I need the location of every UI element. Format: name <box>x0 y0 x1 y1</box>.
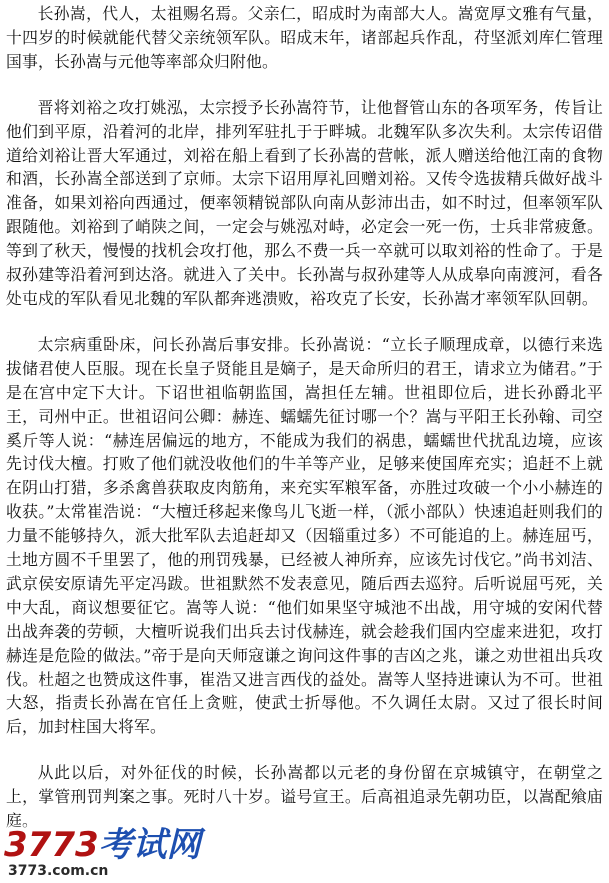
watermark-url: 3773.com.cn <box>8 863 109 879</box>
watermark-logo-name: 考试网 <box>98 825 201 865</box>
paragraph-4: 从此以后，对外征伐的时候，长孙嵩都以元老的身份留在京城镇守，在朝堂之上，掌管刑罚判案之事。死时八十岁。谥号宣王。后高祖追录先朝功臣，以嵩配飨庙庭。 <box>6 763 603 831</box>
watermark-logo-number: 3773 <box>4 825 99 865</box>
paragraph-3: 太宗病重卧床，问长孙嵩后事安排。长孙嵩说：“立长子顺理成章，以德行来选拔储君使人臣服。现在长皇子贤能且是嫡子，是天命所归的君王，请求立为储君。”于是在宫中定下大计。下诏世祖临朝监国，嵩担任左辅。世祖即位后，进长孙爵北平王，司州中正。世祖诏问公卿：赫连、蠕蠕先征讨哪一个？嵩与平阳王长孙翰、司空奚斤等人说：“赫连居偏远的地方，不能成为我们的祸患，蠕蠕世代扰乱边境，应该先讨伐大檀。打败了他们就没收他们的牛羊等产业，足够来使国库充实；追赶不上就在阴山打猎，多杀禽兽获取皮肉筋角，来充实军粮军备，亦胜过攻破一个小小赫连的收获。”太常崔浩说：“大檀迁移起来像鸟儿飞逝一样，（派小部队）快速追赶则我们的力量不能够持久，派大批军队去追赶却又（因辎重过多）不可能追的上。赫连屈丐，土地方圆不千里罢了，他的刑罚残暴，已经被人神所弃，应该先讨伐它。”尚书刘洁、武京侯安原请先平定冯跋。世祖默然不发表意见，随后西去巡狩。后听说屈丐死，关中大乱，商议想要征它。嵩等人说：“他们如果坚守城池不出战，用守城的安闲代替出战奔袭的劳顿，大檀听说我们出兵去讨伐赫连，就会趁我们国内空虚来进犯，攻打赫连是危险的做法。”帝于是向天师寇谦之询问这件事的吉凶之兆，谦之劝世祖出兵攻伐。杜超之也赞成这件事，崔浩又进言西伐的益处。嵩等人坚持进谏认为不可。世祖大怒，指责长孙嵩在官任上贪赃，使武士折辱他。不久调任太尉。又过了很长时间后，加封柱国大将军。 <box>6 334 603 737</box>
paragraph-2: 晋将刘裕之攻打姚泓，太宗授予长孙嵩符节，让他督管山东的各项军务，传旨让他们到平原，沿着河的北岸，排列军驻扎于于畔城。北魏军队多次失利。太宗传诏借道给刘裕让晋大军通过，刘裕在船上看到了长孙嵩的营帐，派人赠送给他江南的食物和酒，长孙嵩全部送到了京师。太宗下诏用厚礼回赠刘裕。又传令选拔精兵做好战斗准备，如果刘裕向西通过，便率领精锐部队向南从彭沛出击，如不时过，但率领军队跟随他。刘裕到了峭陕之间，一定会与姚泓对峙，必定会一死一伤，士兵非常疲惫。等到了秋天，慢慢的找机会攻打他，那么不费一兵一卒就可以取刘裕的性命了。于是叔孙建等沿着河到达洛。就进入了关中。长孙嵩与叔孙建等人从成皋向南渡河，看各处屯戍的军队看见北魏的军队都奔逃溃败，裕攻克了长安，长孙嵩才率领军队回朝。 <box>6 97 603 308</box>
paragraph-1: 长孙嵩，代人，太祖赐名焉。父亲仁，昭成时为南部大人。嵩宽厚文雅有气量，十四岁的时候就能代替父亲统领军队。昭成末年，诸部起兵作乱，苻坚派刘库仁管理国事，长孙嵩与元他等率部众归附他。 <box>6 4 603 71</box>
